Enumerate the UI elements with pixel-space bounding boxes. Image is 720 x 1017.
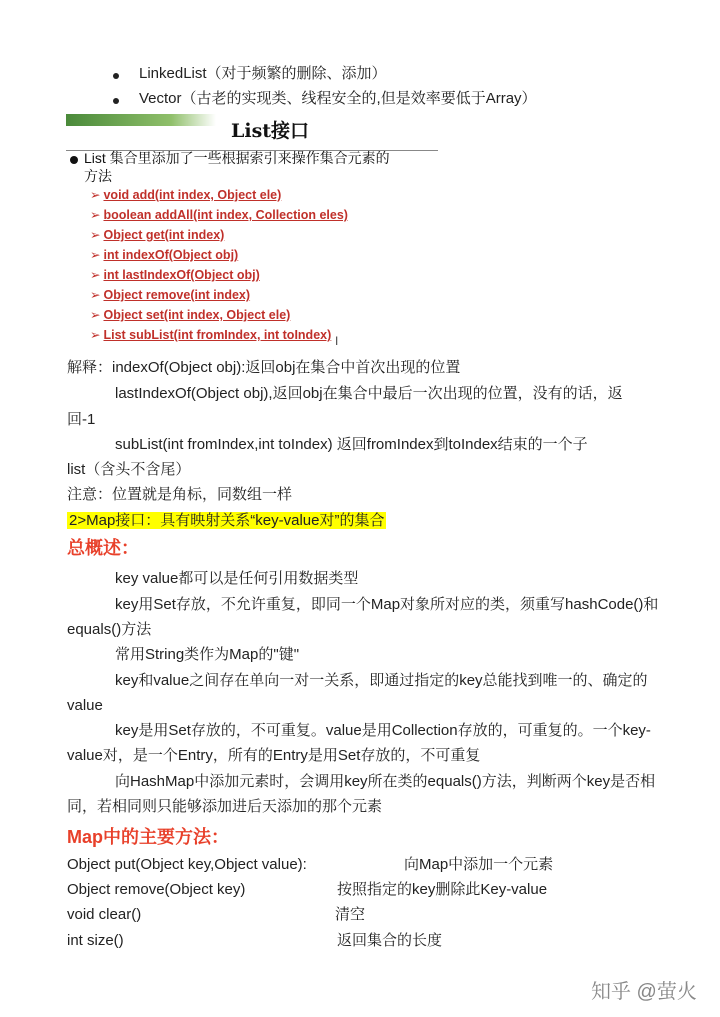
method-signature: int size() (67, 932, 124, 949)
overview-line: key是用Set存放的，不可重复。value是用Collection存放的，可重复的。一个key- (115, 722, 651, 739)
map-heading-text: 2>Map接口：具有映射关系“key-value对”的集合 (69, 512, 385, 529)
arrow-icon: ➢ (90, 288, 101, 302)
slide-method-item: ➢ void add(int index, Object ele) (90, 188, 282, 202)
slide-method-item: ➢ int lastIndexOf(Object obj) (90, 268, 260, 282)
slide-method-item: ➢ int indexOf(Object obj) (90, 248, 239, 262)
arrow-icon: ➢ (90, 308, 101, 322)
slide-method-item: ➢ boolean addAll(int index, Collection eles) (90, 208, 348, 222)
method-signature: Object put(Object key,Object value): (67, 856, 307, 873)
overview-line: key value都可以是任何引用数据类型 (115, 570, 359, 587)
slide-method-item: ➢ Object get(int index) (90, 228, 225, 242)
slide-method-item: ➢ Object remove(int index) (90, 288, 251, 302)
slide-logo-bar (66, 114, 216, 126)
overview-line: 同，若相同则只能够添加进后天添加的那个元素 (67, 798, 383, 815)
slide-intro: List 集合里添加了一些根据索引来操作集合元素的 (84, 150, 390, 166)
overview-line: equals()方法 (67, 621, 152, 638)
method-description: 返回集合的长度 (337, 932, 443, 949)
method-description: 清空 (335, 906, 366, 923)
map-heading (67, 510, 386, 532)
overview-line: key用Set存放，不允许重复，即同一个Map对象所对应的类，须重写hashCode()和 (115, 596, 659, 613)
explain-lastindexof: lastIndexOf(Object obj),返回obj在集合中最后一次出现的位置，没有的话，返 (115, 385, 623, 402)
arrow-icon: ➢ (90, 228, 101, 242)
explain-indexof: 解释：indexOf(Object obj):返回obj在集合中首次出现的位置 (67, 359, 461, 376)
bullet-vector: Vector（古老的实现类、线程安全的,但是效率要低于Array） (139, 90, 537, 107)
method-signature: Object remove(Object key) (67, 881, 246, 898)
slide-title: List接口 (231, 120, 310, 142)
explain-sublist-cont: list（含头不含尾） (67, 461, 191, 478)
slide-method-item: ➢ List subList(int fromIndex, int toIndex) (90, 328, 332, 342)
zhihu-watermark: 知乎 @萤火 (591, 981, 697, 1003)
overview-line: 常用String类作为Map的"键" (115, 646, 300, 663)
overview-line: value对，是一个Entry，所有的Entry是用Set存放的，不可重复 (67, 747, 481, 764)
method-description: 按照指定的key删除此Key-value (337, 881, 548, 898)
bullet-dot (113, 98, 119, 104)
slide-method-item: ➢ Object set(int index, Object ele) (90, 308, 291, 322)
explain-note: 注意：位置就是角标，同数组一样 (67, 486, 293, 503)
arrow-icon: ➢ (90, 328, 101, 342)
arrow-icon: ➢ (90, 268, 101, 282)
overview-line: 向HashMap中添加元素时，会调用key所在类的equals()方法，判断两个key是否相 (115, 773, 656, 790)
bullet-dot (113, 73, 119, 79)
method-row (67, 879, 667, 901)
methods-title: Map中的主要方法： (67, 827, 229, 847)
arrow-icon: ➢ (90, 248, 101, 262)
overview-title: 总概述： (67, 538, 139, 558)
bullet-linkedlist: LinkedList（对于频繁的删除、添加） (139, 65, 387, 82)
method-row (67, 854, 667, 876)
overview-line: value (67, 697, 103, 714)
method-row (67, 930, 667, 952)
slide-intro-cont: 方法 (84, 168, 112, 184)
method-row (67, 904, 667, 926)
overview-line: key和value之间存在单向一对一关系，即通过指定的key总能找到唯一的、确定的 (115, 672, 648, 689)
method-signature: void clear() (67, 906, 142, 923)
slide-bullet-dot (70, 156, 78, 164)
arrow-icon: ➢ (90, 208, 101, 222)
list-interface-slide (66, 110, 438, 354)
explain-sublist: subList(int fromIndex,int toIndex) 返回fromIndex到toIndex结束的一个子 (115, 436, 588, 453)
explain-lastindexof-cont: 回-1 (67, 411, 96, 428)
text-cursor-icon: I (335, 334, 339, 348)
method-description: 向Map中添加一个元素 (404, 856, 554, 873)
arrow-icon: ➢ (90, 188, 101, 202)
